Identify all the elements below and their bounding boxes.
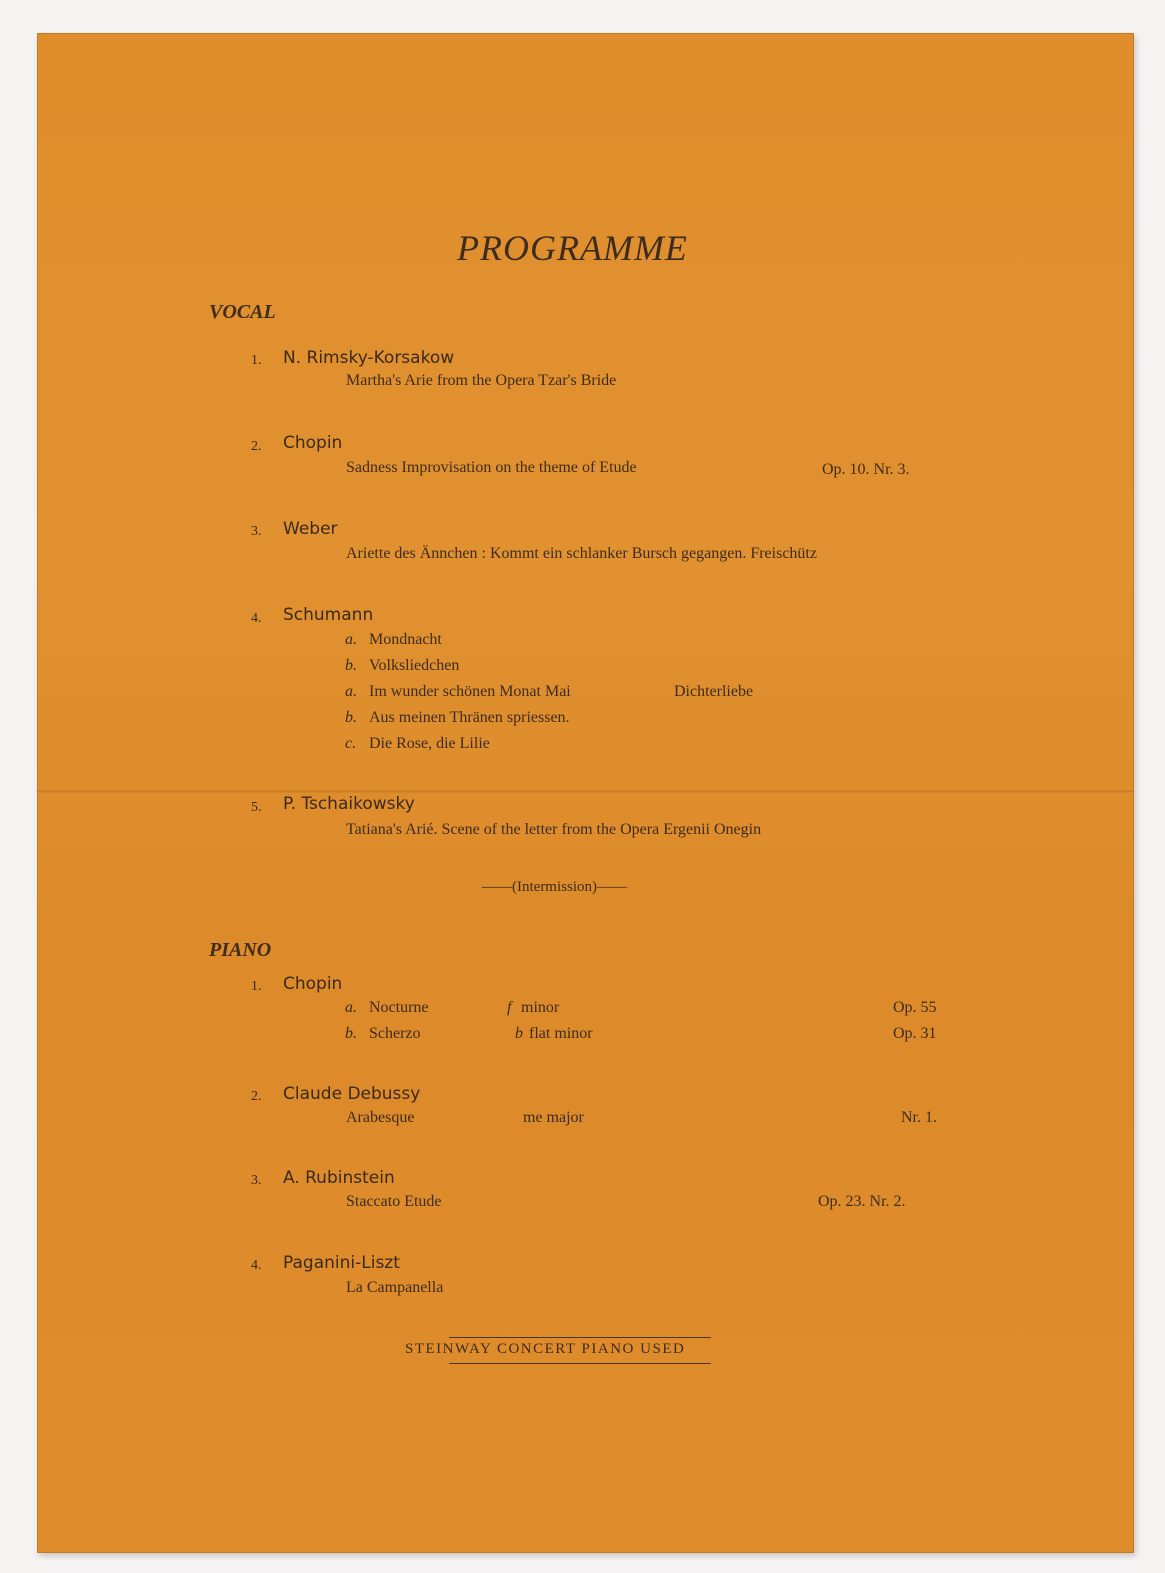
piano-item-2-composer: Claude Debussy	[283, 1084, 421, 1104]
piano-chopin-piece-1-opus: Op. 55	[893, 999, 937, 1016]
schumann-song-4-letter: b.	[345, 709, 357, 726]
piano-item-2-number: 2.	[251, 1089, 262, 1104]
schumann-song-5-title: Die Rose, die Lilie	[369, 735, 490, 752]
piano-chopin-piece-1-letter: a.	[345, 999, 357, 1016]
piano-item-2-work: Arabesque	[346, 1109, 415, 1126]
piano-heading: PIANO	[209, 939, 272, 961]
schumann-song-3-title: Im wunder schönen Monat Mai	[369, 683, 571, 700]
vocal-item-5-work: Tatiana's Arié. Scene of the letter from the Opera Ergenii Onegin	[346, 821, 762, 838]
piano-item-4-work: La Campanella	[346, 1279, 444, 1296]
vocal-item-3-composer: Weber	[283, 519, 338, 539]
piano-chopin-piece-2-opus: Op. 31	[893, 1025, 937, 1042]
vocal-item-2-opus: Op. 10. Nr. 3.	[822, 461, 910, 478]
schumann-song-5-letter: c.	[345, 735, 357, 752]
intermission-label: ——(Intermission)——	[482, 879, 627, 895]
vocal-item-1-number: 1.	[251, 353, 262, 368]
schumann-song-1-letter: a.	[345, 631, 357, 648]
vocal-item-2-composer: Chopin	[283, 433, 343, 453]
piano-item-3-work: Staccato Etude	[346, 1193, 442, 1210]
vocal-item-1-work: Martha's Arie from the Opera Tzar's Bride	[346, 372, 617, 389]
vocal-item-2-number: 2.	[251, 439, 262, 454]
piano-chopin-piece-2-key: flat minor	[529, 1025, 593, 1042]
piano-item-2-opus: Nr. 1.	[901, 1109, 937, 1126]
schumann-song-2-title: Volksliedchen	[369, 657, 460, 674]
footer-rule-top	[449, 1337, 711, 1338]
vocal-item-5-number: 5.	[251, 800, 262, 815]
piano-item-3-composer: A. Rubinstein	[283, 1168, 395, 1188]
schumann-song-3-letter: a.	[345, 683, 357, 700]
vocal-item-4-composer: Schumann	[283, 605, 374, 625]
piano-item-3-opus: Op. 23. Nr. 2.	[818, 1193, 906, 1210]
piano-item-2-key: me major	[523, 1109, 584, 1126]
schumann-song-1-title: Mondnacht	[369, 631, 442, 648]
piano-chopin-piece-1-key: minor	[521, 999, 560, 1016]
page-title: PROGRAMME	[457, 228, 688, 268]
piano-chopin-piece-2-title: Scherzo	[369, 1025, 421, 1042]
vocal-item-3-work: Ariette des Ännchen : Kommt ein schlanker Bursch gegangen. Freischütz	[346, 545, 817, 562]
footer-note: STEINWAY CONCERT PIANO USED	[405, 1341, 686, 1357]
vocal-item-5-composer: P. Tschaikowsky	[283, 794, 415, 814]
vocal-item-3-number: 3.	[251, 524, 262, 539]
schumann-song-4-title: Aus meinen Thränen spriessen.	[369, 709, 570, 726]
piano-chopin-piece-2-letter: b.	[345, 1025, 357, 1042]
vocal-heading: VOCAL	[209, 301, 276, 323]
piano-item-1-composer: Chopin	[283, 974, 343, 994]
footer-rule-bottom	[449, 1363, 711, 1364]
vocal-item-2-work: Sadness Improvisation on the theme of Etude	[346, 459, 637, 476]
piano-item-3-number: 3.	[251, 1173, 262, 1188]
piano-item-4-composer: Paganini-Liszt	[283, 1253, 400, 1273]
piano-chopin-piece-2-key-letter: b	[515, 1025, 523, 1042]
schumann-song-2-letter: b.	[345, 657, 357, 674]
vocal-item-4-number: 4.	[251, 611, 262, 626]
piano-item-1-number: 1.	[251, 979, 262, 994]
programme-sheet	[37, 33, 1134, 1553]
vocal-item-1-composer: N. Rimsky-Korsakow	[283, 348, 455, 368]
piano-chopin-piece-1-title: Nocturne	[369, 999, 429, 1016]
piano-item-4-number: 4.	[251, 1258, 262, 1273]
piano-chopin-piece-1-key-letter: f	[507, 999, 512, 1016]
paper-fold-crease	[37, 790, 1134, 793]
schumann-song-3-cycle: Dichterliebe	[674, 683, 754, 700]
